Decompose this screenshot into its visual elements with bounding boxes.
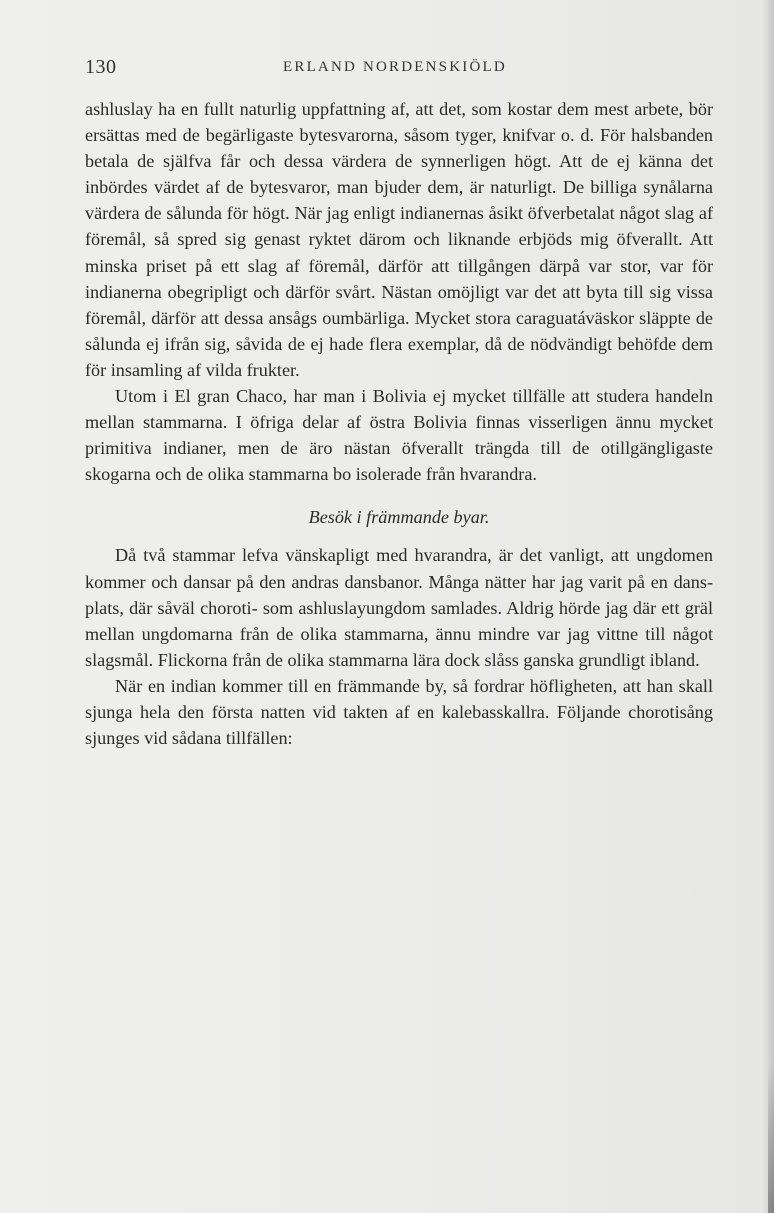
running-head — [0, 52, 774, 82]
page-corner-shadow — [768, 1060, 774, 1213]
body-text — [85, 96, 713, 751]
paragraph-3: Då två stammar lefva vänskapligt med hvarandra, är det vanligt, att ungdomen kommer och dansar på den andras dansbanor. Många nätter har jag varit på en dansplats, där såväl choroti- som ashluslayungdom samlades. Aldrig hörde jag där ett gräl mellan ungdomarna från de olika stammarna, ännu mindre var jag vittne till något slagsmål. Flickorna från de olika stammarna lära dock slåss ganska grundligt ibland. — [85, 545, 713, 670]
paragraph-1: ashluslay ha en fullt naturlig uppfattning af, att det, som kostar dem mest arbete, bör ersättas med de begärligaste bytesvarorna, såsom tyger, knifvar o. d. För halsbanden betala de själfva får och dessa värdera de synnerligen högt. Att de ej känna det inbördes värdet af de bytesvaror, man bjuder dem, är naturligt. De billiga synålarna värdera de sålunda för högt. När jag enligt indianernas åsikt öfverbetalat något slag af föremål, så spred sig genast ryktet därom och liknande erbjöds mig öfverallt. Att minska priset på ett slag af föremål, därför att tillgången därpå var stor, var för indianerna obegripligt och därför svårt. Nästan omöjligt var det att byta till sig vissa föremål, därför att dessa ansågs oumbärliga. Mycket stora caraguatáväskor släppte de sålunda ej ifrån sig, såvida de ej hade flera exemplar, då de nödvändigt behöfde dem för insamling af vilda frukter. — [85, 99, 713, 380]
section-heading: Besök i främmande byar. — [308, 507, 490, 528]
page-edge-shading — [762, 0, 774, 1213]
paragraph-4: När en indian kommer till en främmande by, så fordrar höfligheten, att han skall sjunga hela den första natten vid takten af en kalebasskallra. Följande chorotisång sjunges vid sådana tillfällen: — [85, 675, 713, 749]
paragraph-2: Utom i El gran Chaco, har man i Bolivia ej mycket tillfälle att studera handeln mellan stammarna. I öfriga delar af östra Bolivia finnas visserligen ännu mycket primitiva indianer, men de äro nästan öfverallt trängda till de otillgängligaste skogarna och de olika stammarna bo isolerade från hvarandra. — [85, 386, 713, 485]
page-number: 130 — [85, 56, 117, 78]
running-head-title: ERLAND NORDENSKIÖLD — [283, 59, 507, 75]
